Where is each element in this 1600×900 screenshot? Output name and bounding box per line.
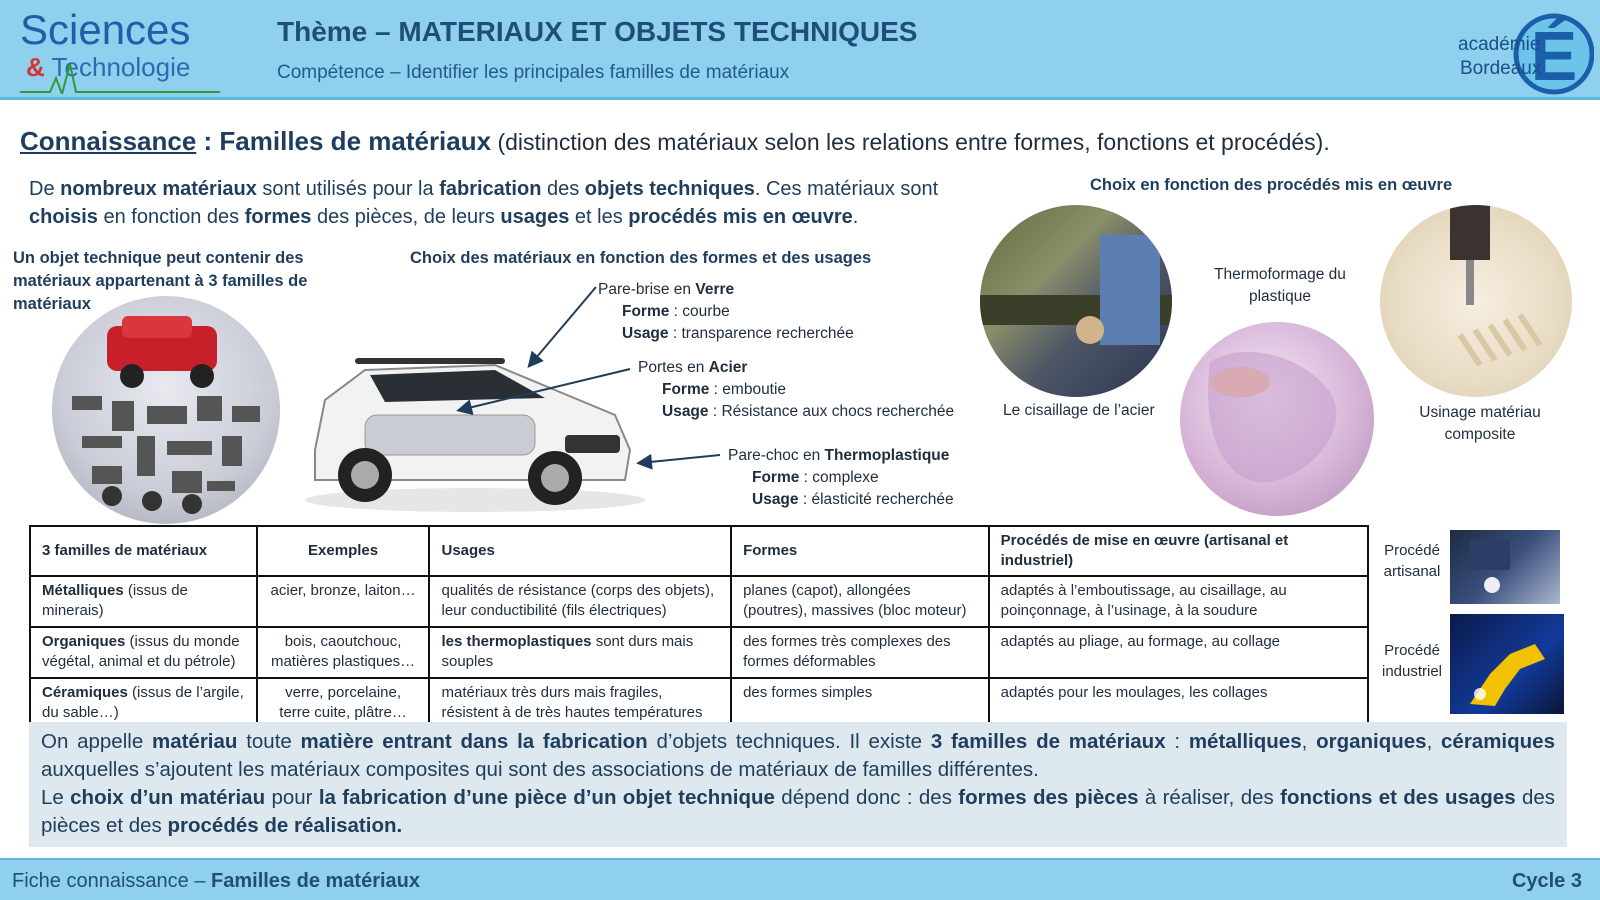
callout-doors-steel: Portes en Acier Forme : emboutie Usage : Résistance aux chocs recherchée <box>638 359 955 420</box>
table-row <box>30 576 1368 627</box>
footer-band <box>0 858 1600 900</box>
knowledge-title: Connaissance : Familles de matériaux (distinction des matériaux selon les relations entre formes, fonctions et procédés). <box>20 126 1330 156</box>
cell-family: Métalliques (issus de minerais) <box>30 576 257 627</box>
table-header: 3 familles de matériaux <box>30 526 257 576</box>
footer-title: Fiche connaissance – Familles de matériaux <box>12 870 420 892</box>
footer-cycle: Cycle 3 <box>1511 870 1582 892</box>
callout-bumper-thermoplastic: Pare-choc en Thermoplastique Forme : complexe Usage : élasticité recherchée <box>728 447 954 508</box>
cell-forms: des formes très complexes des formes déformables <box>731 627 989 678</box>
left-heading: Un objet technique peut contenir des matériaux appartenant à 3 familles de matériaux <box>13 249 308 313</box>
page-subtitle: Compétence – Identifier les principales familles de matériaux <box>277 62 790 83</box>
table-row <box>30 627 1368 678</box>
logo-technologie: & Technologie <box>26 52 191 82</box>
cell-processes: adaptés au pliage, au formage, au collage <box>989 627 1368 678</box>
industrial-robot-photo <box>1450 614 1564 714</box>
academie-bordeaux-logo <box>1454 6 1594 96</box>
cell-family: Céramiques (issus de l’argile, du sable…) <box>30 678 257 729</box>
cell-processes: adaptés pour les moulages, les collages <box>989 678 1368 729</box>
cell-forms: des formes simples <box>731 678 989 729</box>
table-header: Formes <box>731 526 989 576</box>
cell-usages: les thermoplastiques sont durs mais souples <box>429 627 731 678</box>
academie-letter: É <box>1530 17 1578 95</box>
caption-shearing: Le cisaillage de l’acier <box>1003 402 1155 419</box>
right-heading: Choix en fonction des procédés mis en œuvre <box>1090 176 1453 194</box>
summary-box: On appelle matériau toute matière entrant dans la fabrication d’objets techniques. Il existe 3 familles de matériaux : métalliques, organiques, céramiques auxquelles s’ajoutent les matériaux composites qui sont des associations de matériaux de familles différentes. Le choix d’un matériau pour la fabrication d’une pièce d’un objet technique dépend donc : des formes des pièces à réaliser, des fonctions et des usages des pièces et des procédés de réalisation. <box>29 722 1567 847</box>
ecg-wave-icon <box>20 58 220 94</box>
cell-usages: qualités de résistance (corps des objets), leur conductibilité (fils électriques) <box>429 576 731 627</box>
cell-examples: acier, bronze, laiton… <box>257 576 430 627</box>
caption-thermoforming: Thermoformage du plastique <box>1214 266 1346 305</box>
steel-shearing-image <box>980 205 1172 397</box>
table-header: Usages <box>429 526 731 576</box>
cell-processes: adaptés à l’emboutissage, au cisaillage, au poinçonnage, à l’usinage, à la soudure <box>989 576 1368 627</box>
page-title: Thème – MATERIAUX ET OBJETS TECHNIQUES <box>277 16 918 47</box>
intro-paragraph: De nombreux matériaux sont utilisés pour la fabrication des objets techniques. Ces matériaux sont choisis en fonction des formes des pièces, de leurs usages et les procédés mis en œuvre. <box>29 178 939 228</box>
cell-family: Organiques (issus du monde végétal, animal et du pétrole) <box>30 627 257 678</box>
cell-forms: planes (capot), allongées (poutres), massives (bloc moteur) <box>731 576 989 627</box>
callout-windshield-glass: Pare-brise en Verre Forme : courbe Usage : transparence recherchée <box>598 281 854 342</box>
academie-line2: Bordeaux <box>1460 58 1542 79</box>
cell-usages: matériaux très durs mais fragiles, résistent à de très hautes températures <box>429 678 731 729</box>
cell-examples: bois, caoutchouc, matières plastiques… <box>257 627 430 678</box>
cell-examples: verre, porcelaine, terre cuite, plâtre… <box>257 678 430 729</box>
materials-families-table <box>29 525 1369 730</box>
label-artisanal-process: Procédé artisanal <box>1383 542 1441 580</box>
table-header: Procédés de mise en œuvre (artisanal et industriel) <box>989 526 1368 576</box>
thermoforming-plastic-image <box>1180 322 1374 516</box>
table-header-row <box>30 526 1368 576</box>
caption-composite: Usinage matériau composite <box>1419 404 1541 443</box>
header-band <box>0 0 1600 100</box>
exploded-car-parts-image <box>52 296 280 524</box>
composite-machining-image <box>1380 205 1572 397</box>
logo-sciences: Sciences <box>20 6 191 53</box>
artisanal-welding-photo <box>1450 530 1560 604</box>
sciences-technologie-logo <box>20 8 220 94</box>
academie-line1: académie <box>1458 34 1541 55</box>
label-industrial-process: Procédé industriel <box>1381 642 1443 680</box>
table-header: Exemples <box>257 526 430 576</box>
middle-heading: Choix des matériaux en fonction des formes et des usages <box>410 249 872 267</box>
